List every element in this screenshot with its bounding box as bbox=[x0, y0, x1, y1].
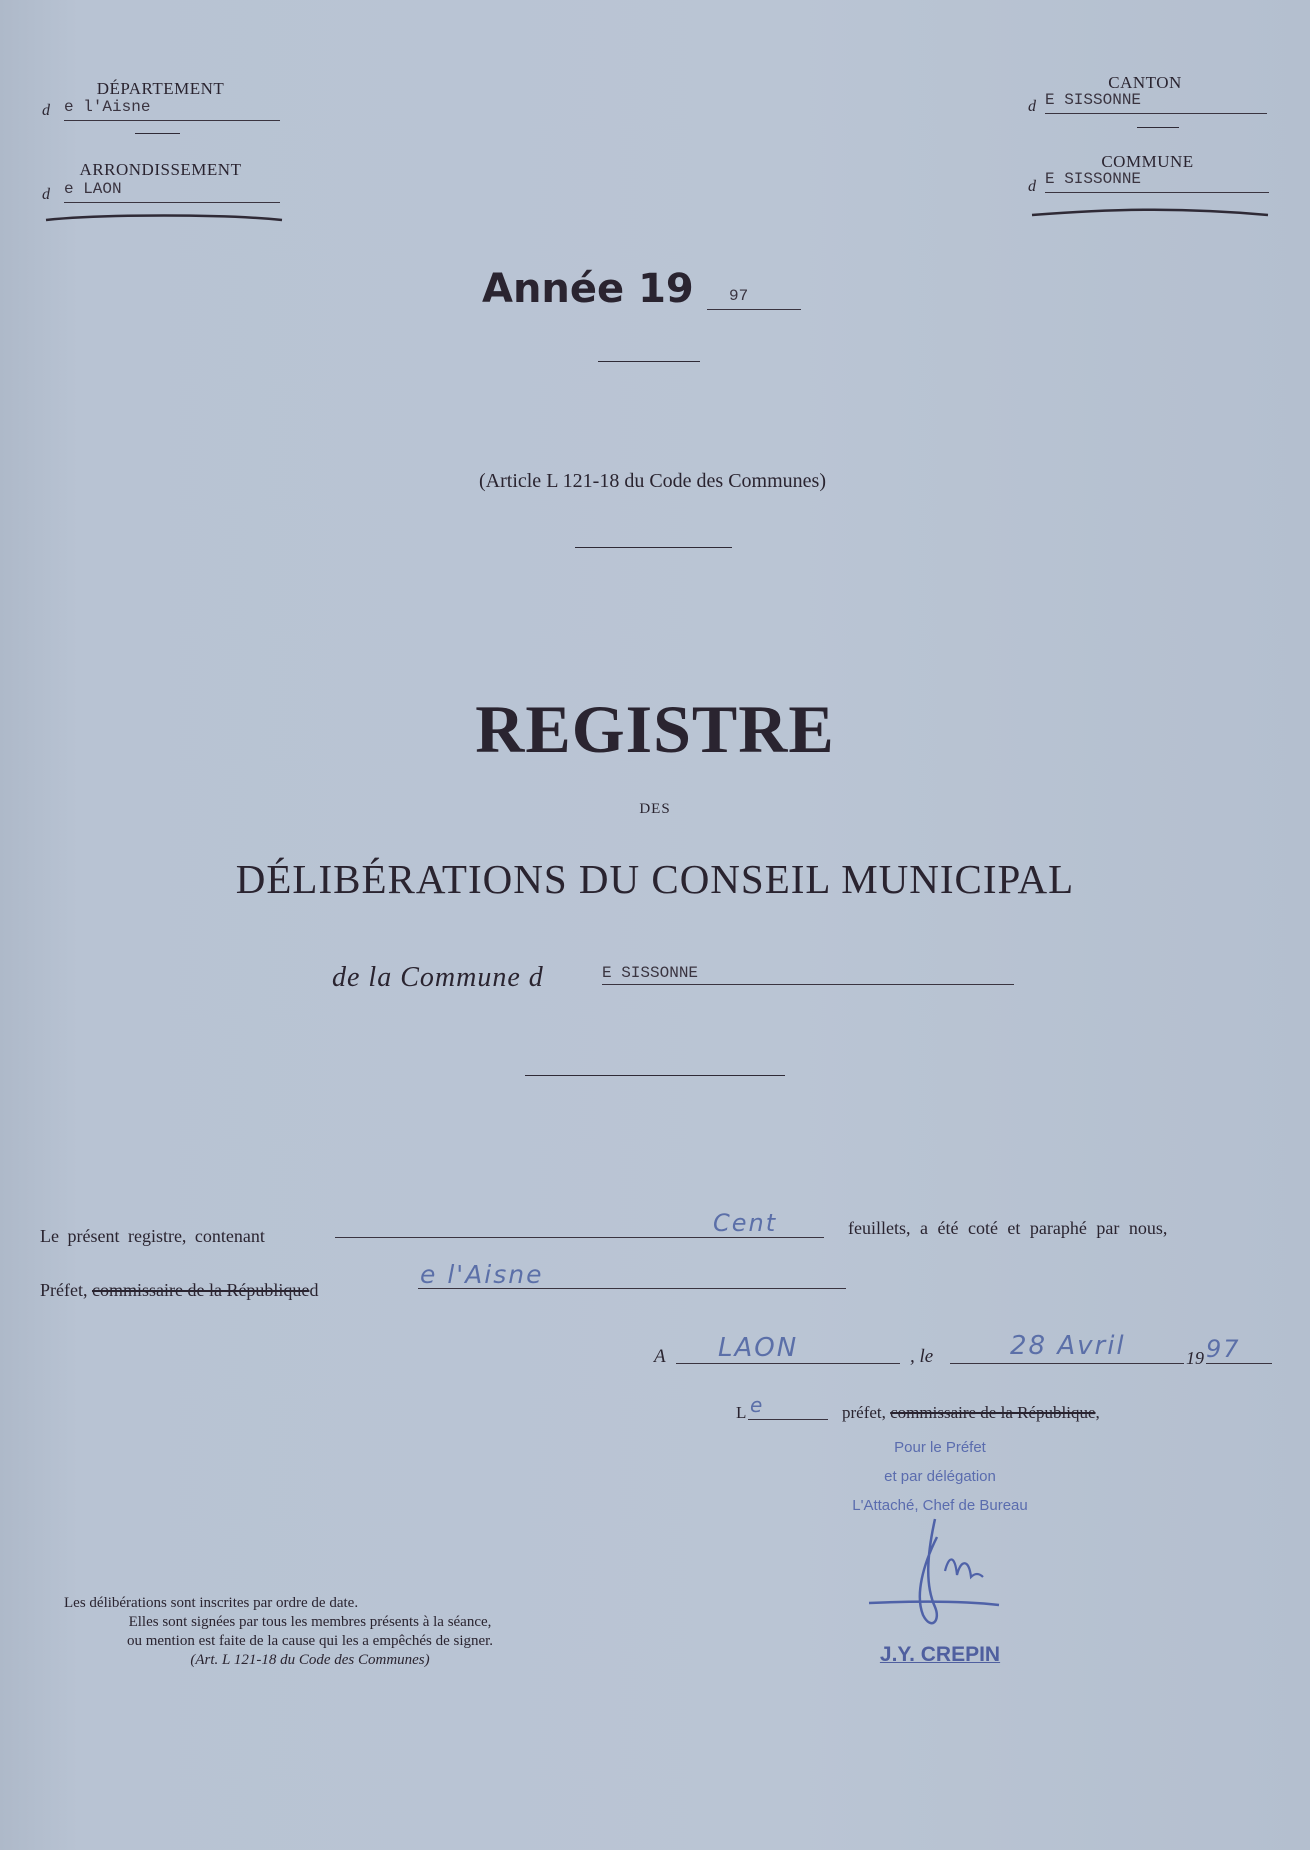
commune-line-field bbox=[602, 964, 1014, 985]
right-header-swoosh bbox=[1030, 205, 1270, 219]
sig-prefet: préfet, bbox=[842, 1403, 886, 1422]
date-field bbox=[950, 1331, 1184, 1364]
struck-commissaire: commissaire de la République bbox=[91, 1280, 310, 1300]
feuillets-value: Cent bbox=[713, 1209, 778, 1237]
feuillets-field bbox=[335, 1209, 824, 1238]
footer-line1: Les délibérations sont inscrites par ordre de date. bbox=[64, 1595, 359, 1611]
a-label: A bbox=[654, 1346, 666, 1367]
date-year-value: 97 bbox=[1206, 1335, 1241, 1363]
sig-le-value: e bbox=[750, 1393, 765, 1417]
arrondissement-value: e LAON bbox=[64, 180, 122, 198]
cert-line1-start: Le présent registre, contenant bbox=[40, 1226, 265, 1246]
commune-prefix: d bbox=[1028, 178, 1036, 195]
year-rule bbox=[598, 361, 700, 362]
cert-line2 bbox=[40, 1280, 318, 1301]
year-value: 97 bbox=[729, 287, 749, 305]
date-value: 28 Avril bbox=[1010, 1331, 1126, 1361]
year-field bbox=[707, 287, 801, 310]
prefet-word: Préfet, bbox=[40, 1280, 88, 1300]
footer-line3: ou mention est faite de la cause qui les a empêchés de signer. bbox=[126, 1633, 494, 1649]
left-header-swoosh bbox=[44, 212, 284, 224]
le-label: , le bbox=[910, 1346, 934, 1367]
title-rule bbox=[525, 1075, 785, 1076]
stamp-line2: et par délégation bbox=[884, 1468, 996, 1485]
canton-value: E SISSONNE bbox=[1045, 91, 1142, 109]
canton-label: CANTON bbox=[1108, 73, 1182, 92]
sig-le-label: L bbox=[736, 1403, 747, 1422]
stamp-line3: L'Attaché, Chef de Bureau bbox=[852, 1497, 1028, 1514]
des-label: DES bbox=[639, 801, 671, 817]
date-year-prefix: 19 bbox=[1186, 1348, 1204, 1368]
commune-line-prefix: de la Commune d bbox=[332, 962, 544, 993]
departement-field bbox=[64, 98, 280, 121]
year-label: Année 19 bbox=[482, 266, 694, 312]
footer-line4: (Art. L 121-18 du Code des Communes) bbox=[190, 1652, 430, 1668]
departement-rule bbox=[135, 133, 180, 134]
register-title: REGISTRE bbox=[475, 691, 835, 767]
commune-label: COMMUNE bbox=[1101, 152, 1194, 171]
commune-field bbox=[1045, 170, 1269, 193]
stamp-line1: Pour le Préfet bbox=[894, 1439, 986, 1456]
canton-prefix: d bbox=[1028, 98, 1036, 115]
canton-rule bbox=[1137, 127, 1179, 128]
cert-dept-prefix: d bbox=[309, 1280, 319, 1300]
departement-label: DÉPARTEMENT bbox=[96, 79, 225, 98]
commune-value: E SISSONNE bbox=[1045, 170, 1142, 188]
arrondissement-label: ARRONDISSEMENT bbox=[79, 160, 242, 179]
article-reference: (Article L 121-18 du Code des Communes) bbox=[479, 470, 826, 492]
footer-note bbox=[30, 1594, 590, 1670]
arrondissement-field bbox=[64, 180, 280, 203]
footer-line2: Elles sont signées par tous les membres présents à la séance, bbox=[128, 1614, 492, 1630]
commune-line-value: E SISSONNE bbox=[602, 964, 699, 982]
departement-prefix: d bbox=[42, 102, 50, 119]
sig-line bbox=[842, 1403, 1100, 1423]
prefet-dept-field bbox=[418, 1260, 846, 1289]
sig-le-field bbox=[748, 1393, 828, 1420]
date-year-field bbox=[1206, 1335, 1272, 1364]
deliberations-subtitle: DÉLIBÉRATIONS DU CONSEIL MUNICIPAL bbox=[235, 856, 1075, 902]
handwritten-signature bbox=[865, 1515, 1005, 1635]
canton-field bbox=[1045, 91, 1267, 114]
stamp-name: J.Y. CREPIN bbox=[879, 1643, 1001, 1666]
cert-line1-end: feuillets, a été coté et paraphé par nous, bbox=[848, 1218, 1168, 1238]
place-field bbox=[676, 1333, 900, 1364]
prefet-dept-value: e l'Aisne bbox=[420, 1260, 544, 1289]
article-rule bbox=[575, 547, 732, 548]
sig-struck-commissaire: commissaire de la République bbox=[890, 1403, 1096, 1422]
sig-comma: , bbox=[1095, 1403, 1100, 1422]
departement-value: e l'Aisne bbox=[64, 98, 151, 116]
place-value: LAON bbox=[718, 1333, 799, 1363]
arrondissement-prefix: d bbox=[42, 186, 50, 203]
